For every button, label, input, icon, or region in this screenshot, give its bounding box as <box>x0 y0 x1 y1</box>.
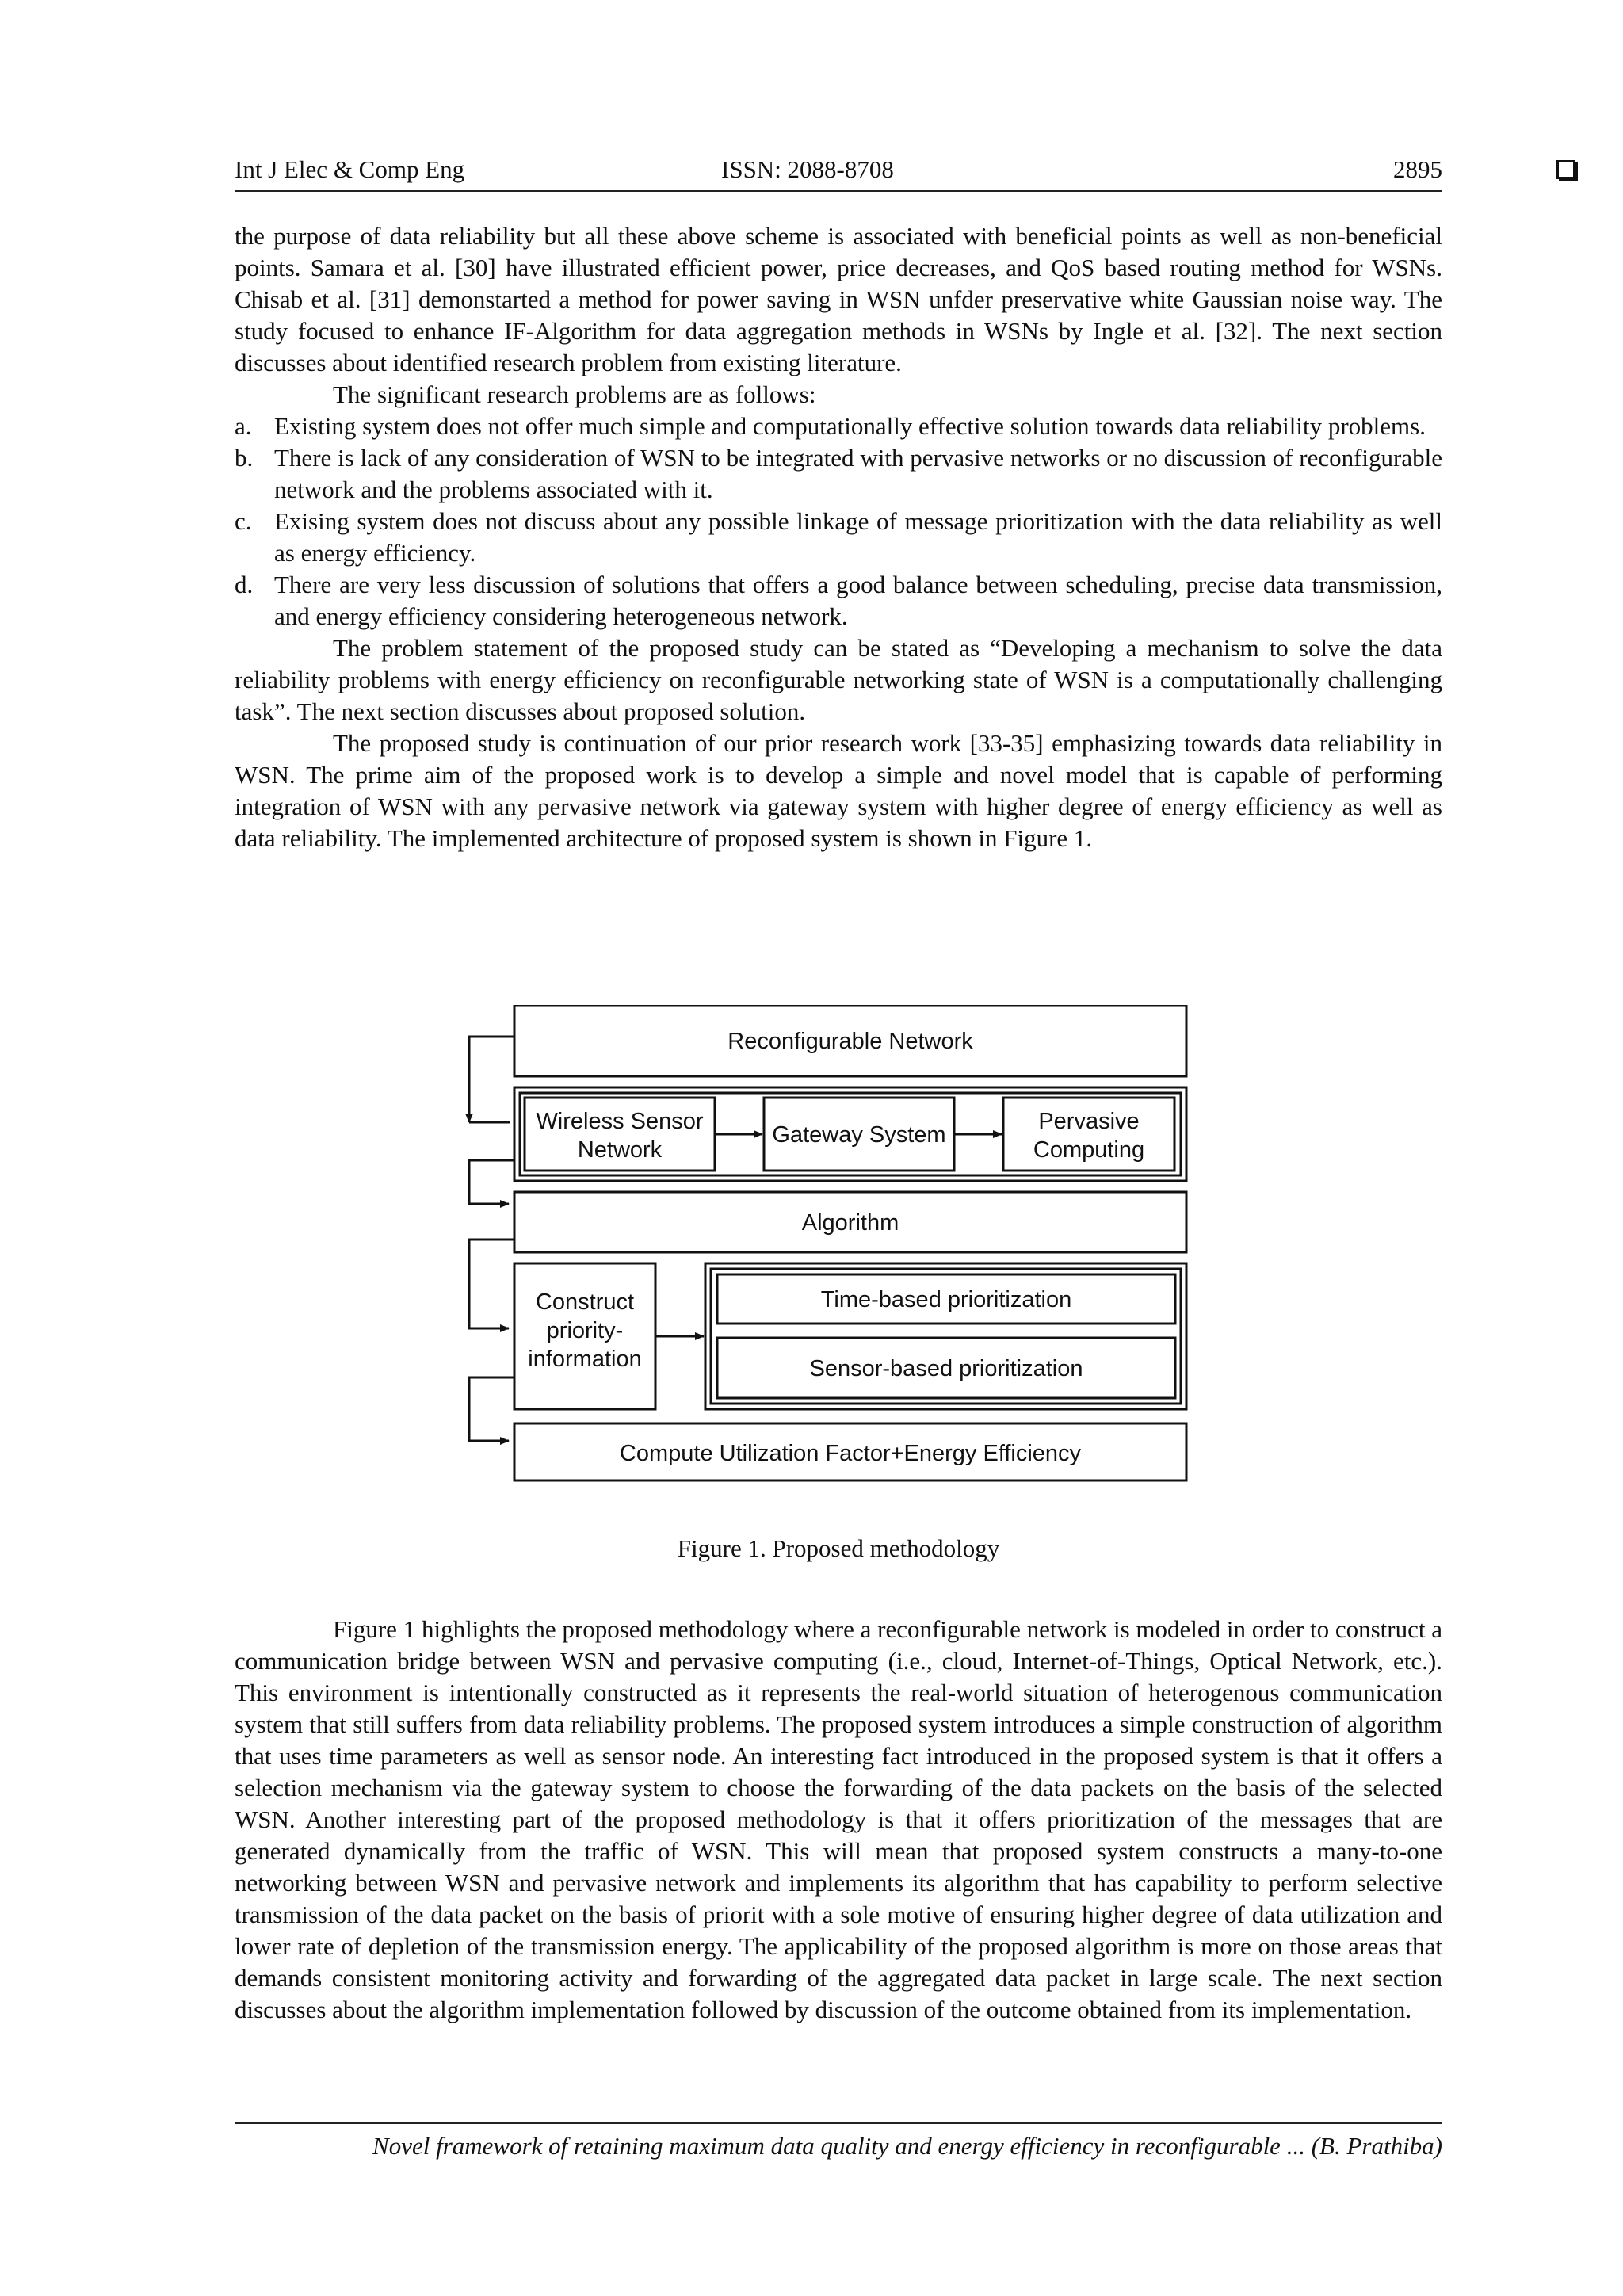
reconfigurable-network-label: Reconfigurable Network <box>727 1029 973 1054</box>
construct-label-line2: priority- <box>546 1318 624 1343</box>
time-based-label: Time-based prioritization <box>820 1287 1072 1312</box>
figure-caption: Figure 1. Proposed methodology <box>677 1534 1000 1562</box>
page-header <box>235 155 1442 192</box>
list-item-text: There are very less discussion of solutions that offers a good balance between scheduling, precise data transmission, and energy efficiency considering heterogeneous network. <box>274 571 1442 630</box>
page-footer: Novel framework of retaining maximum data quality and energy efficiency in reconfigurable ... (B. Prathiba) <box>235 2122 1442 2160</box>
feedback-connector <box>469 1160 514 1204</box>
gateway-label: Gateway System <box>772 1122 946 1148</box>
problem-list <box>235 411 1442 632</box>
intro-paragraph: the purpose of data reliability but all these above scheme is associated with beneficial points as well as non-beneficial points. Samara et al. [30] have illustrated efficient power, price decreases, and QoS based routing method for WSNs. Chisab et al. [31] demonstarted a method for power saving in WSN unfder preservative white Gaussian noise way. The study focused to enhance IF-Algorithm for data aggregation methods in WSNs by Ingle et al. [32]. The next section discusses about identified research problem from existing literature. <box>235 222 1442 376</box>
prioritization-group-outer <box>705 1263 1186 1409</box>
list-marker: b. <box>235 444 254 472</box>
construct-label-line1: Construct <box>535 1289 635 1315</box>
list-item-text: Existing system does not offer much simple and computationally effective solution towards data reliability problems. <box>274 412 1426 440</box>
wsn-label-line2: Network <box>577 1137 663 1163</box>
compute-label: Compute Utilization Factor+Energy Efficiency <box>619 1441 1082 1466</box>
construct-label-line3: information <box>528 1347 642 1372</box>
list-item <box>235 442 1442 506</box>
journal-name: Int J Elec & Comp Eng <box>235 155 465 183</box>
list-item <box>235 569 1442 632</box>
sensor-based-label: Sensor-based prioritization <box>809 1356 1083 1381</box>
body-top <box>235 220 1442 854</box>
body-bottom <box>235 1614 1442 2026</box>
list-marker: c. <box>235 507 252 535</box>
methodology-paragraph: Figure 1 highlights the proposed methodology where a reconfigurable network is modeled in order to construct a communication bridge between WSN and pervasive computing (i.e., cloud, Internet-of-Things, Optical Network, etc.). This environment is intentionally constructed as it represents the real-world situation of heterogenous communication system that still suffers from data reliability problems. The proposed system introduces a simple construction of algorithm that uses time parameters as well as sensor node. An interesting fact introduced in the proposed system is that it offers a selection mechanism via the gateway system to choose the forwarding of the data packets on the basis of the selected WSN. Another interesting part of the proposed methodology is that it offers prioritization of the messages that are generated dynamically from the traffic of WSN. This will mean that proposed system constructs a many-to-one networking between WSN and pervasive network and implements its algorithm that has capability to perform selective transmission of the data packet on the basis of priorit with a sole motive of ensuring higher degree of data utilization and lower rate of depletion of the transmission energy. The applicability of the proposed algorithm is more on those areas that demands consistent monitoring activity and forwarding of the aggregated data packet in large scale. The next section discusses about the algorithm implementation followed by discussion of the outcome obtained from its implementation. <box>235 1615 1442 2023</box>
issn: ISSN: 2088-8708 <box>721 155 894 183</box>
methodology-diagram <box>460 1005 1220 1512</box>
feedback-connector <box>469 1037 514 1122</box>
problem-statement: The problem statement of the proposed study can be stated as “Developing a mechanism to solve the data reliability problems with energy efficiency on reconfigurable networking state of WSN is a computationally challenging task”. The next section discusses about proposed solution. <box>235 634 1442 725</box>
pervasive-label-line2: Computing <box>1033 1137 1145 1163</box>
wsn-label-line1: Wireless Sensor <box>536 1109 704 1134</box>
feedback-connector <box>469 1240 514 1328</box>
checkbox-square-icon <box>1556 160 1575 179</box>
feedback-connector <box>469 1377 514 1441</box>
list-marker: d. <box>235 571 254 598</box>
list-item-text: Exising system does not discuss about any possible linkage of message prioritization with the data reliability as well as energy efficiency. <box>274 507 1442 567</box>
page-number: 2895 <box>1393 155 1442 183</box>
list-marker: a. <box>235 412 252 440</box>
list-item <box>235 411 1442 442</box>
problems-intro: The significant research problems are as follows: <box>333 380 816 408</box>
algorithm-label: Algorithm <box>801 1210 899 1236</box>
proposed-paragraph: The proposed study is continuation of our prior research work [33-35] emphasizing towards data reliability in WSN. The prime aim of the proposed work is to develop a simple and novel model that is capable of performing integration of WSN with any pervasive network via gateway system with higher degree of energy efficiency as well as data reliability. The implemented architecture of proposed system is shown in Figure 1. <box>235 729 1442 852</box>
pervasive-label-line1: Pervasive <box>1038 1109 1140 1134</box>
list-item-text: There is lack of any consideration of WSN to be integrated with pervasive networks or no discussion of reconfigurable network and the problems associated with it. <box>274 444 1442 503</box>
list-item <box>235 506 1442 569</box>
